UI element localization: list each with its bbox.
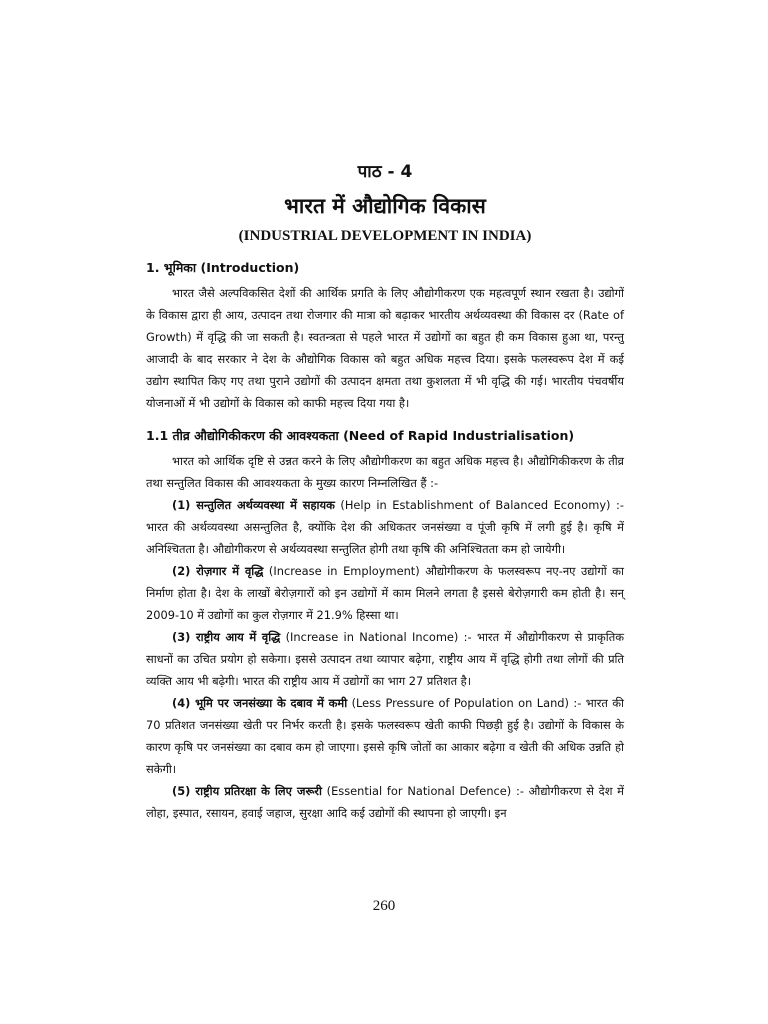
item-title: (5) राष्ट्रीय प्रतिरक्षा के लिए जरूरी	[172, 784, 322, 798]
item-text: (Essential for National Defence) :- औद्योगीकरण से देश में लोहा, इस्पात, रसायन, हवाई जहाज, सुरक्षा आदि कई उद्योगों की स्थापना हो जाएगी। इन	[146, 784, 624, 820]
list-item	[146, 692, 624, 780]
list-item	[146, 626, 624, 692]
item-text: (Less Pressure of Population on Land) :- भारत की 70 प्रतिशत जनसंख्या खेती पर निर्भर करती है। इसके फलस्वरूप खेती काफी पिछड़ी हुई है। उद्योगों के विकास के कारण कृषि पर जनसंख्या का दबाव कम हो जाएगा। इससे कृषि जोतों का आकार बढ़ेगा व खेती की अधिक उन्नति हो सकेगी।	[146, 696, 624, 776]
list-item	[146, 560, 624, 626]
chapter-title: भारत में औद्योगिक विकास	[284, 194, 486, 218]
section-heading-introduction: 1. भूमिका (Introduction)	[146, 260, 300, 275]
item-title: (2) रोज़गार में वृद्धि	[172, 564, 264, 578]
item-title: (4) भूमि पर जनसंख्या के दबाव में कमी	[172, 696, 348, 710]
item-text: (Increase in Employment) औद्योगीकरण के फलस्वरूप नए-नए उद्योगों का निर्माण होता है। देश के लाखों बेरोज़गारों को इन उद्योगों में काम मिलने लगता है इससे बेरोज़गारी कम होती है। सन् 2009-10 में उद्योगों का कुल रोज़गार में 21.9% हिस्सा था।	[146, 564, 625, 622]
section-heading-need: 1.1 तीव्र औद्योगिकीकरण की आवश्यकता (Need of Rapid Industrialisation)	[146, 428, 575, 443]
chapter-subtitle: (INDUSTRIAL DEVELOPMENT IN INDIA)	[238, 228, 532, 244]
item-title: (3) राष्ट्रीय आय में वृद्धि	[172, 630, 281, 644]
need-paragraph: भारत को आर्थिक दृष्टि से उन्नत करने के लिए औद्योगीकरण का बहुत अधिक महत्त्व है। औद्योगिकीकरण के तीव्र तथा सन्तुलित विकास की आवश्यकता के मुख्य कारण निम्नलिखित हैं :-	[146, 454, 624, 490]
item-title: (1) सन्तुलित अर्थव्यवस्था में सहायक	[172, 498, 335, 512]
page-number: 260	[372, 898, 396, 914]
introduction-paragraph: भारत जैसे अल्पविकसित देशों की आर्थिक प्रगति के लिए औद्योगीकरण एक महत्वपूर्ण स्थान रखता है। उद्योगों के विकास द्वारा ही आय, उत्पादन तथा रोजगार की मात्रा को बढ़ाकर भारतीय अर्थव्यवस्था की विकास दर (Rate of Growth) में वृद्धि की जा सकती है। स्वतन्त्रता से पहले भारत में उद्योगों का बहुत ही कम विकास हुआ था, परन्तु आजादी के बाद सरकार ने देश के औद्योगिक विकास को बहुत अधिक महत्त्व दिया। इसके फलस्वरूप देश में कई उद्योग स्थापित किए गए तथा पुराने उद्योगों की उत्पादन क्षमता तथा कुशलता में भी वृद्धि की गई। भारतीय पंचवर्षीय योजनाओं में भी उद्योगों के विकास को काफी महत्त्व दिया गया है।	[146, 286, 624, 410]
item-text: (Help in Establishment of Balanced Economy) :- भारत की अर्थव्यवस्था असन्तुलित है, क्योंकि देश की अधिकतर जनसंख्या व पूंजी कृषि में लगी हुई है। कृषि में अनिश्चितता है। औद्योगीकरण से अर्थव्यवस्था सन्तुलित होगी तथा कृषि की अनिश्चितता कम हो जायेगी।	[146, 498, 624, 556]
list-item	[146, 494, 624, 560]
chapter-label: पाठ - 4	[357, 162, 413, 182]
document-page	[146, 160, 624, 824]
list-item	[146, 780, 624, 824]
item-text: (Increase in National Income) :- भारत में औद्योगीकरण से प्राकृतिक साधनों का उचित प्रयोग हो सकेगा। इससे उत्पादन तथा व्यापार बढ़ेगा, राष्ट्रीय आय में वृद्धि होगी तथा लोगों की प्रति व्यक्ति आय भी बढ़ेगी। भारत की राष्ट्रीय आय में उद्योगों का भाग 27 प्रतिशत है।	[146, 630, 624, 688]
